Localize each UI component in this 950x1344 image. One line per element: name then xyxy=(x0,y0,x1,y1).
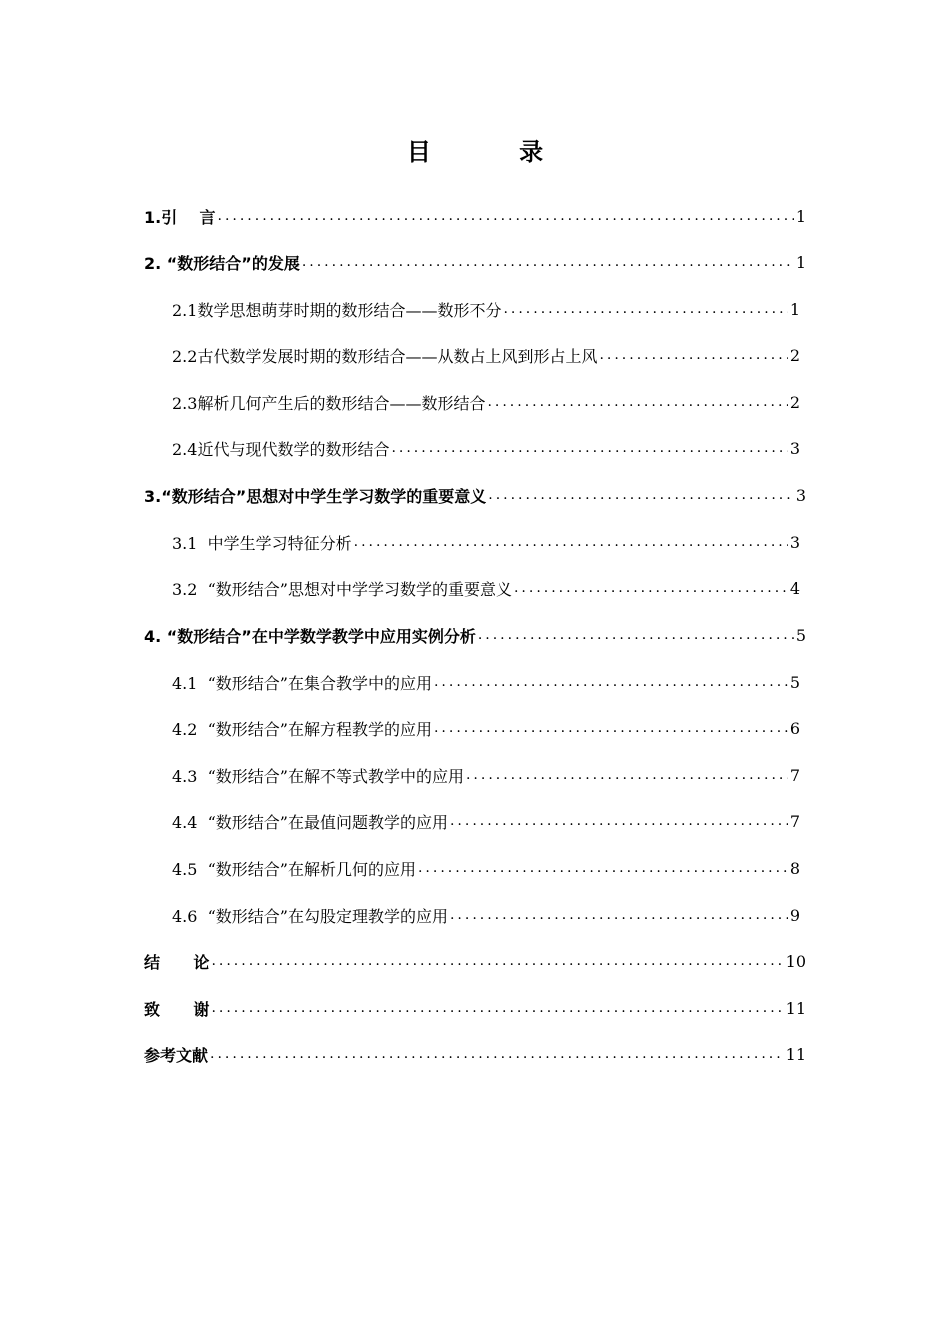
toc-entry-page: 2 xyxy=(789,345,800,365)
toc-entry-label: 4.3 “数形结合”在解不等式教学中的应用 xyxy=(172,766,464,786)
toc-entry[interactable] xyxy=(172,430,800,466)
toc-dot-leader xyxy=(486,487,794,503)
toc-entry[interactable] xyxy=(172,710,800,746)
toc-entry-page: 1 xyxy=(795,252,806,272)
toc-entry-page: 3 xyxy=(789,532,800,552)
toc-dot-leader xyxy=(464,767,788,783)
toc-dot-leader xyxy=(209,1000,783,1016)
toc-entry[interactable] xyxy=(172,664,800,700)
toc-entry-label: 4. “数形结合”在中学数学教学中应用实例分析 xyxy=(144,626,476,646)
toc-entry-page: 5 xyxy=(795,625,806,645)
toc-entry[interactable] xyxy=(172,757,800,793)
toc-entry-page: 8 xyxy=(789,858,800,878)
toc-dot-leader xyxy=(476,627,794,643)
toc-entry[interactable] xyxy=(144,244,806,280)
toc-entry-label: 3.2 “数形结合”思想对中学学习数学的重要意义 xyxy=(172,579,512,599)
toc-entry[interactable] xyxy=(144,198,806,234)
toc-entry-page: 7 xyxy=(789,765,800,785)
toc-dot-leader xyxy=(300,254,794,270)
toc-entry-label: 致 谢 xyxy=(144,999,210,1019)
toc-dot-leader xyxy=(432,674,788,690)
toc-dot-leader xyxy=(209,953,783,969)
toc-entry-page: 2 xyxy=(789,392,800,412)
toc-entry-label: 3.“数形结合”思想对中学生学习数学的重要意义 xyxy=(144,486,487,506)
toc-entry-label: 2. “数形结合”的发展 xyxy=(144,253,300,273)
toc-entry-label: 2.1数学思想萌芽时期的数形结合——数形不分 xyxy=(172,300,502,320)
toc-entry-page: 11 xyxy=(785,998,806,1018)
toc-entry[interactable] xyxy=(144,990,806,1026)
toc-entry-label: 4.1 “数形结合”在集合教学中的应用 xyxy=(172,673,432,693)
toc-entry-label: 结 论 xyxy=(144,952,210,972)
toc-dot-leader xyxy=(512,580,788,596)
toc-entry-label: 4.4 “数形结合”在最值问题教学的应用 xyxy=(172,812,448,832)
toc-entry-label: 2.4近代与现代数学的数形结合 xyxy=(172,439,390,459)
toc-entry-label: 3.1 中学生学习特征分析 xyxy=(172,533,352,553)
toc-dot-leader xyxy=(448,813,788,829)
toc-dot-leader xyxy=(501,301,787,317)
toc-entry-page: 11 xyxy=(785,1044,806,1064)
toc-entry-label: 4.6 “数形结合”在勾股定理教学的应用 xyxy=(172,906,448,926)
toc-dot-leader xyxy=(216,208,794,224)
toc-entry[interactable] xyxy=(144,1036,806,1072)
toc-entry-label: 2.3解析几何产生后的数形结合——数形结合 xyxy=(172,393,486,413)
toc-entry-label: 4.5 “数形结合”在解析几何的应用 xyxy=(172,859,416,879)
toc-entry-page: 5 xyxy=(789,672,800,692)
toc-dot-leader xyxy=(432,720,788,736)
toc-entry[interactable] xyxy=(172,291,800,327)
toc-entry[interactable] xyxy=(172,803,800,839)
toc-dot-leader xyxy=(416,860,788,876)
toc-dot-leader xyxy=(389,440,787,456)
toc-entry-page: 6 xyxy=(789,718,800,738)
toc-dot-leader xyxy=(597,347,787,363)
toc-dot-leader xyxy=(352,534,788,550)
toc-entry-page: 1 xyxy=(795,206,806,226)
toc-entry-page: 9 xyxy=(789,905,800,925)
toc-entry[interactable] xyxy=(172,337,800,373)
toc-entry-label: 参考文献 xyxy=(144,1045,209,1065)
toc-title: 目 录 xyxy=(406,138,584,166)
toc-dot-leader xyxy=(448,907,788,923)
toc-dot-leader xyxy=(208,1046,784,1062)
toc-entry[interactable] xyxy=(144,477,806,513)
toc-entry[interactable] xyxy=(144,943,806,979)
toc-entry-label: 1.引 言 xyxy=(144,207,216,227)
toc-entry[interactable] xyxy=(144,617,806,653)
toc-entry[interactable] xyxy=(172,570,800,606)
toc-entry-label: 2.2古代数学发展时期的数形结合——从数占上风到形占上风 xyxy=(172,346,598,366)
toc-entry-page: 4 xyxy=(789,578,800,598)
toc-entry[interactable] xyxy=(172,524,800,560)
toc-entry-page: 10 xyxy=(785,951,806,971)
toc-entry-page: 3 xyxy=(789,438,800,458)
toc-dot-leader xyxy=(485,394,787,410)
toc-entry[interactable] xyxy=(172,850,800,886)
toc-entry-page: 7 xyxy=(789,811,800,831)
toc-entry-page: 3 xyxy=(795,485,806,505)
toc-entry-page: 1 xyxy=(789,299,800,319)
toc-entry[interactable] xyxy=(172,897,800,933)
toc-entry[interactable] xyxy=(172,384,800,420)
toc-entry-label: 4.2 “数形结合”在解方程教学的应用 xyxy=(172,719,432,739)
